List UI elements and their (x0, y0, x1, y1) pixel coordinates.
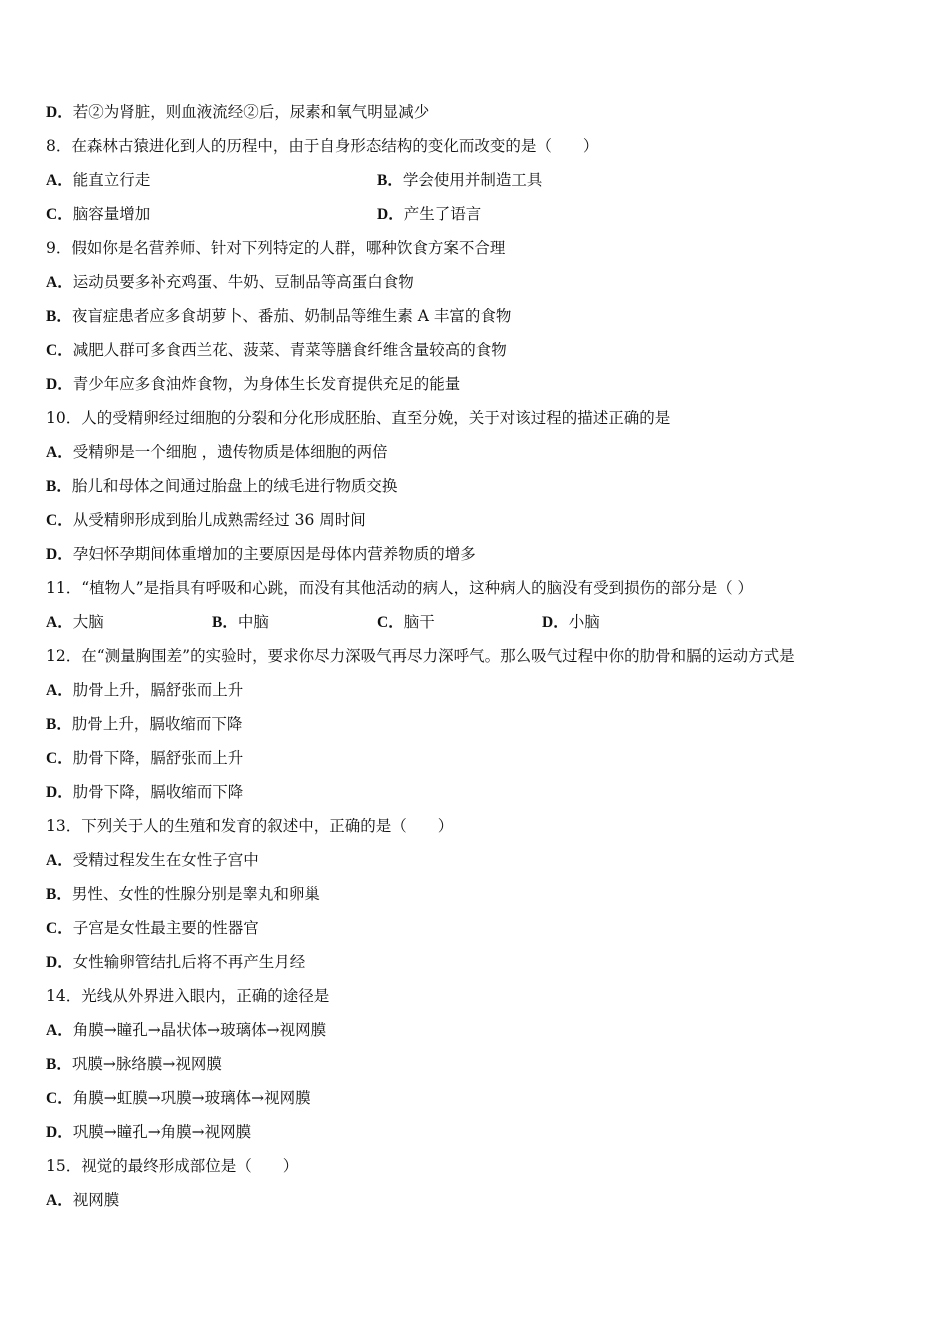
option-label: D． (542, 614, 569, 631)
option-line (46, 884, 320, 905)
option-text: 受精过程发生在女性子宫中 (72, 851, 259, 869)
option-text: 中脑 (237, 613, 269, 631)
option-label: C． (46, 750, 73, 767)
option-label: C． (46, 206, 73, 223)
option-label: B． (46, 716, 72, 733)
question-text: 12．在“测量胸围差”的实验时，要求你尽力深吸气再尽力深呼气。那么吸气过程中你的肋骨和膈的运动方式是 (46, 647, 795, 665)
option-text: 若②为肾脏，则血液流经②后，尿素和氧气明显减少 (72, 103, 430, 121)
question-10 (46, 408, 670, 428)
option-text: 肋骨上升，膈收缩而下降 (71, 715, 243, 733)
option-label: A． (46, 682, 73, 699)
option-text: 运动员要多补充鸡蛋、牛奶、豆制品等高蛋白食物 (72, 273, 414, 291)
option-label: D． (377, 206, 404, 223)
option-label: D． (46, 954, 73, 971)
option-text: 能直立行走 (72, 171, 151, 189)
question-text: 14．光线从外界进入眼内，正确的途径是 (46, 987, 330, 1005)
option-line (46, 510, 366, 531)
option-label: B． (212, 614, 238, 631)
option-text: 视网膜 (72, 1191, 120, 1209)
option-line (46, 1054, 222, 1075)
q8-option-a (46, 170, 150, 191)
q11-option-c (377, 612, 435, 633)
option-text: 女性输卵管结扎后将不再产生月经 (72, 953, 306, 971)
option-label: A． (46, 172, 73, 189)
option-text: 角膜→虹膜→巩膜→玻璃体→视网膜 (72, 1089, 311, 1107)
option-line (46, 748, 243, 769)
option-label: C． (377, 614, 404, 631)
option-line (46, 374, 460, 395)
option-line (46, 476, 397, 497)
option-line (46, 918, 259, 939)
question-text: 13．下列关于人的生殖和发育的叙述中，正确的是（ ） (46, 817, 454, 835)
question-15 (46, 1156, 298, 1176)
option-line (46, 952, 305, 973)
option-text: 肋骨下降，膈收缩而下降 (72, 783, 244, 801)
option-text: 孕妇怀孕期间体重增加的主要原因是母体内营养物质的增多 (72, 545, 476, 563)
option-line (46, 340, 507, 361)
option-label: A． (46, 852, 73, 869)
option-label: C． (46, 1090, 73, 1107)
option-line (46, 714, 242, 735)
option-text: 脑容量增加 (72, 205, 151, 223)
option-text: 青少年应多食油炸食物，为身体生长发育提供充足的能量 (72, 375, 461, 393)
question-9 (46, 238, 505, 258)
question-text: 11．“植物人”是指具有呼吸和心跳，而没有其他活动的病人，这种病人的脑没有受到损伤的部分是（ ） (46, 579, 754, 597)
option-text: 大脑 (72, 613, 104, 631)
q8-option-d (377, 204, 481, 225)
question-text: 10．人的受精卵经过细胞的分裂和分化形成胚胎、直至分娩，关于对该过程的描述正确的是 (46, 409, 671, 427)
option-line (46, 1122, 251, 1143)
q8-option-c (46, 204, 150, 225)
option-label: D． (46, 104, 73, 121)
option-label: C． (46, 512, 73, 529)
q11-option-a (46, 612, 104, 633)
question-text: 15．视觉的最终形成部位是（ ） (46, 1157, 299, 1175)
question-13 (46, 816, 453, 836)
option-line (46, 306, 511, 327)
option-line (46, 102, 429, 123)
option-label: A． (46, 444, 73, 461)
option-text: 肋骨上升，膈舒张而上升 (72, 681, 244, 699)
option-text: 男性、女性的性腺分别是睾丸和卵巢 (71, 885, 320, 903)
q11-option-d (542, 612, 600, 633)
option-label: A． (46, 274, 73, 291)
option-text: 夜盲症患者应多食胡萝卜、番茄、奶制品等维生素 A 丰富的食物 (71, 307, 512, 325)
option-label: A． (46, 1022, 73, 1039)
question-12 (46, 646, 795, 666)
option-label: D． (46, 546, 73, 563)
question-text: 8．在森林古猿进化到人的历程中，由于自身形态结构的变化而改变的是（ ） (46, 137, 599, 155)
option-label: D． (46, 376, 73, 393)
question-11 (46, 578, 753, 598)
option-line (46, 1088, 311, 1109)
option-label: C． (46, 920, 73, 937)
option-text: 学会使用并制造工具 (402, 171, 543, 189)
q8-option-b (377, 170, 542, 191)
option-text: 子宫是女性最主要的性器官 (72, 919, 259, 937)
option-text: 巩膜→瞳孔→角膜→视网膜 (72, 1123, 252, 1141)
option-text: 脑干 (403, 613, 435, 631)
option-line (46, 850, 259, 871)
option-label: B． (46, 308, 72, 325)
option-line (46, 442, 388, 463)
option-text: 小脑 (568, 613, 600, 631)
option-text: 受精卵是一个细胞 ，遗传物质是体细胞的两倍 (72, 443, 388, 461)
option-line (46, 1020, 326, 1041)
option-label: C． (46, 342, 73, 359)
option-label: B． (377, 172, 403, 189)
option-line (46, 544, 476, 565)
option-line (46, 1190, 119, 1211)
option-label: B． (46, 886, 72, 903)
option-label: A． (46, 1192, 73, 1209)
option-text: 从受精卵形成到胎儿成熟需经过 36 周时间 (72, 511, 366, 529)
option-label: D． (46, 1124, 73, 1141)
option-text: 减肥人群可多食西兰花、菠菜、青菜等膳食纤维含量较高的食物 (72, 341, 507, 359)
option-line (46, 782, 243, 803)
option-text: 肋骨下降，膈舒张而上升 (72, 749, 244, 767)
option-text: 产生了语言 (403, 205, 482, 223)
q11-option-b (212, 612, 269, 633)
option-label: B． (46, 1056, 72, 1073)
question-text: 9．假如你是名营养师、针对下列特定的人群，哪种饮食方案不合理 (46, 239, 506, 257)
option-text: 角膜→瞳孔→晶状体→玻璃体→视网膜 (72, 1021, 327, 1039)
option-line (46, 272, 414, 293)
question-8 (46, 136, 598, 156)
option-label: B． (46, 478, 72, 495)
option-line (46, 680, 243, 701)
option-label: D． (46, 784, 73, 801)
option-text: 胎儿和母体之间通过胎盘上的绒毛进行物质交换 (71, 477, 398, 495)
option-label: A． (46, 614, 73, 631)
question-14 (46, 986, 329, 1006)
option-text: 巩膜→脉络膜→视网膜 (71, 1055, 222, 1073)
